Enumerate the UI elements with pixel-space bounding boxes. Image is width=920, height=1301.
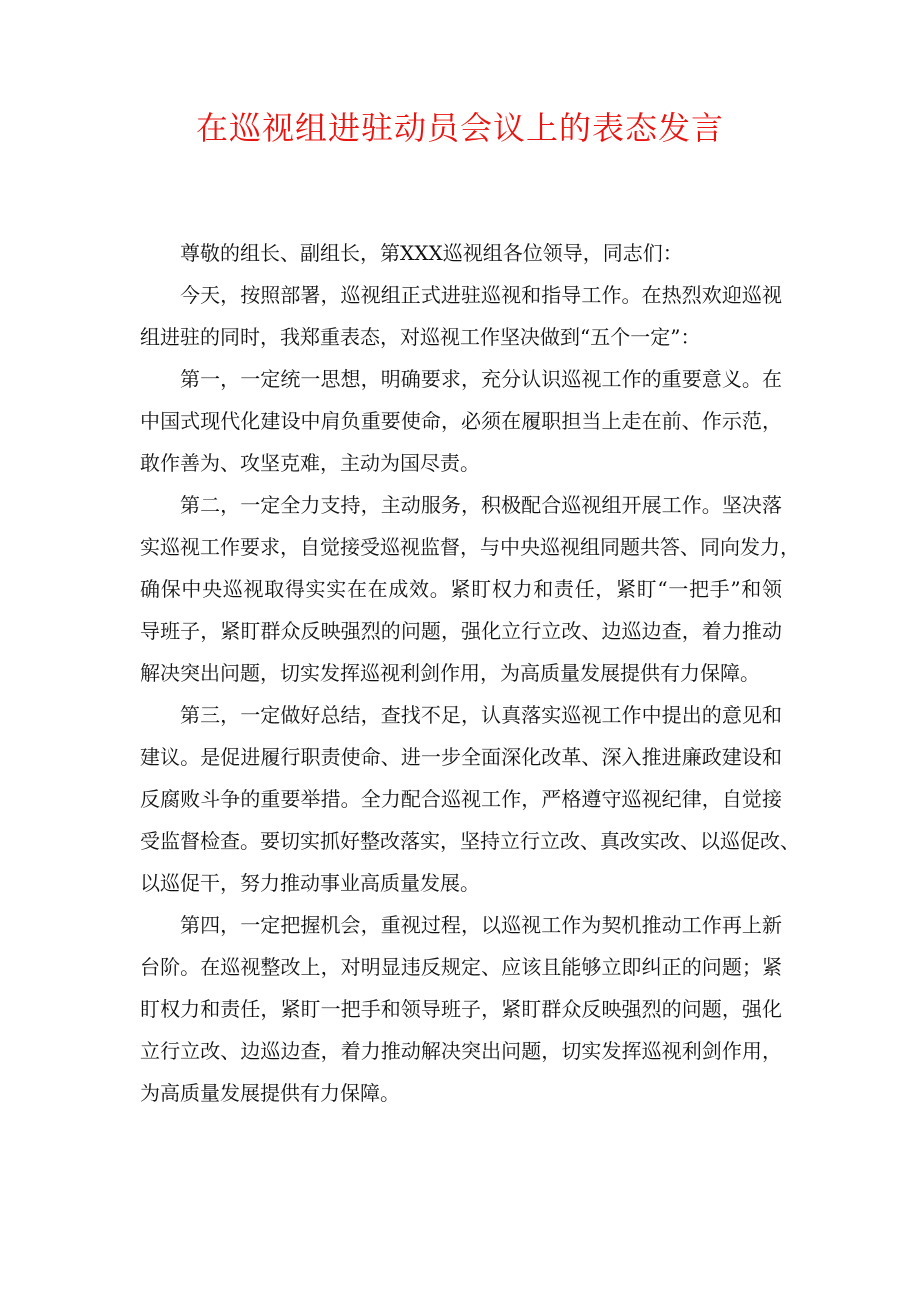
paragraph-line: 台阶。在巡视整改上，对明显违反规定、应该且能够立即纠正的问题；紧 — [140, 955, 782, 979]
paragraph-line: 确保中央巡视取得实实在在成效。紧盯权力和责任，紧盯“一把手”和领 — [140, 577, 782, 601]
paragraph-line: 建议。是促进履行职责使命、进一步全面深化改革、深入推进廉政建设和 — [140, 745, 782, 769]
paragraph-line: 第一，一定统一思想，明确要求，充分认识巡视工作的重要意义。在 — [180, 367, 782, 391]
paragraph-line: 以巡促干，努力推动事业高质量发展。 — [140, 871, 480, 895]
document-title: 在巡视组进驻动员会议上的表态发言 — [195, 109, 724, 147]
paragraph — [140, 358, 782, 484]
paragraph-line: 受监督检查。要切实抓好整改落实，坚持立行立改、真改实改、以巡促改、 — [140, 829, 800, 853]
paragraph — [140, 484, 800, 694]
paragraph-line: 立行立改、边巡边查，着力推动解决突出问题，切实发挥巡视利剑作用， — [140, 1039, 782, 1063]
paragraph-line: 为高质量发展提供有力保障。 — [140, 1081, 400, 1105]
paragraph-line: 实巡视工作要求，自觉接受巡视监督，与中央巡视组同题共答、同向发力， — [140, 535, 800, 559]
paragraph — [140, 694, 800, 904]
paragraph — [140, 904, 782, 1114]
paragraph-line: 今天，按照部署，巡视组正式进驻巡视和指导工作。在热烈欢迎巡视 — [180, 283, 782, 307]
paragraph-line: 盯权力和责任，紧盯一把手和领导班子，紧盯群众反映强烈的问题，强化 — [140, 997, 782, 1021]
paragraph — [140, 232, 782, 274]
paragraph-line: 尊敬的组长、副组长，第XXX巡视组各位领导，同志们： — [180, 241, 683, 265]
paragraph-line: 导班子，紧盯群众反映强烈的问题，强化立行立改、边巡边查，着力推动 — [140, 619, 782, 643]
paragraph — [140, 274, 782, 358]
paragraph-line: 第四，一定把握机会，重视过程，以巡视工作为契机推动工作再上新 — [180, 913, 782, 937]
paragraph-line: 中国式现代化建设中肩负重要使命，必须在履职担当上走在前、作示范， — [140, 409, 782, 433]
paragraph-line: 解决突出问题，切实发挥巡视利剑作用，为高质量发展提供有力保障。 — [140, 661, 760, 685]
paragraph-line: 第二，一定全力支持，主动服务，积极配合巡视组开展工作。坚决落 — [180, 493, 782, 517]
paragraph-line: 敢作善为、攻坚克难，主动为国尽责。 — [140, 451, 480, 475]
paragraph-line: 反腐败斗争的重要举措。全力配合巡视工作，严格遵守巡视纪律，自觉接 — [140, 787, 782, 811]
paragraph-line: 第三，一定做好总结，查找不足，认真落实巡视工作中提出的意见和 — [180, 703, 782, 727]
document-body — [140, 232, 800, 1114]
paragraph-line: 组进驻的同时，我郑重表态，对巡视工作坚决做到“五个一定”： — [140, 325, 701, 349]
